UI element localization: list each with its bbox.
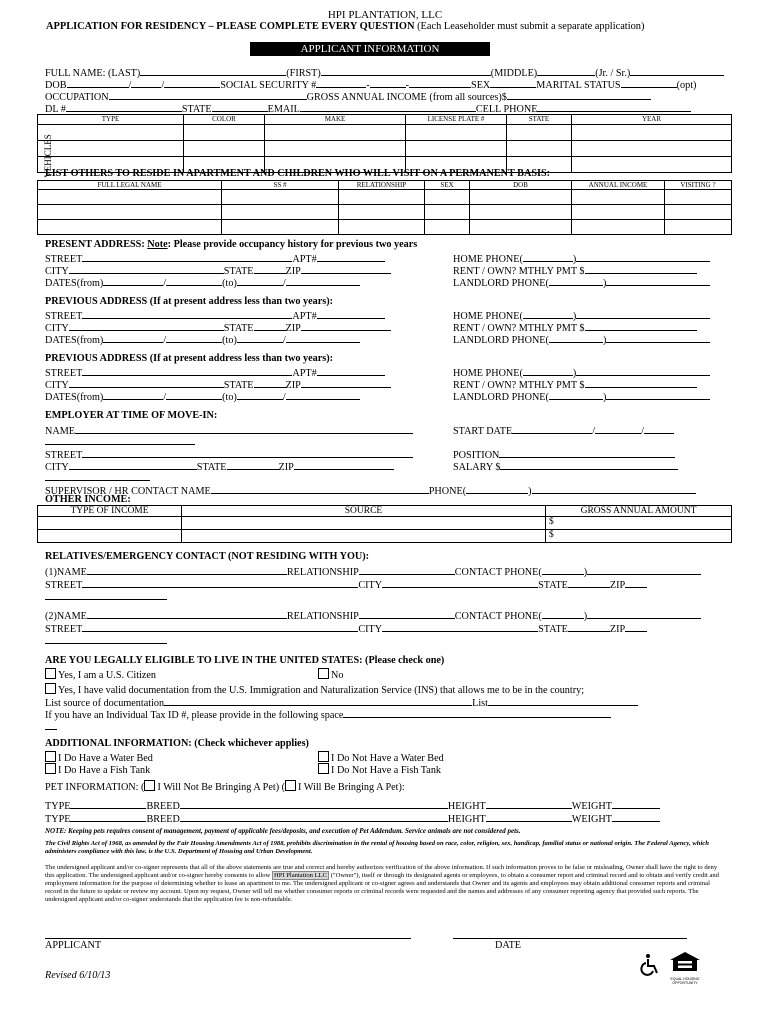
dob-row: DOB / / SOCIAL SECURITY # - - SEX MARITAL STATUS (opt) bbox=[45, 77, 696, 92]
relative1-name-field[interactable] bbox=[87, 564, 287, 575]
prev2-state-field[interactable] bbox=[254, 377, 286, 388]
prev1-rent-row: RENT / OWN? MTHLY PMT $ bbox=[453, 320, 697, 335]
prev2-home-phone-field[interactable] bbox=[576, 365, 710, 376]
relative2-extra-line[interactable] bbox=[45, 633, 167, 644]
dob-month-field[interactable] bbox=[67, 77, 129, 88]
relative1-name-row: (1)NAME RELATIONSHIP CONTACT PHONE( ) bbox=[45, 564, 701, 579]
pet1-row: TYPE BREED HEIGHT WEIGHT bbox=[45, 798, 660, 813]
relative1-state-field[interactable] bbox=[568, 577, 610, 588]
present-home-phone-field[interactable] bbox=[576, 251, 710, 262]
vehicles-table bbox=[37, 114, 732, 173]
present-landlord-field[interactable] bbox=[606, 275, 710, 286]
prev2-from-field[interactable] bbox=[103, 389, 163, 400]
fish-tank-option[interactable]: I Do Have a Fish Tank bbox=[45, 763, 150, 777]
prev1-home-phone-field[interactable] bbox=[576, 308, 710, 319]
income-header-amount: GROSS ANNUAL AMOUNT bbox=[546, 506, 732, 517]
pet-checkbox[interactable] bbox=[285, 780, 296, 791]
relative2-state-field[interactable] bbox=[568, 621, 610, 632]
prev1-from-field[interactable] bbox=[103, 332, 163, 343]
other-income-title: OTHER INCOME: bbox=[45, 494, 131, 505]
consent-text: The undersigned applicant and/or co-signer represents that all of the above statements are true and correct and hereby authorizes verification of the above information. If such information proves to be false or misleading, Owner shall have the right to deny this application. The undersigned applicant and/or co-signer hereby consents to allow HPI Plantation LLC ("Owner"), itself or through its designated agents or employees, to obtain a consumer report and criminal record and to obtain and verify credit and employment information for the purpose of determining whether to lease an apartment to me. The undersigned applicant or co-signer agrees and understands that Owner and its agents and employees may obtain additional consumer reports and criminal record in the future to update or review my account. Upon my request, Owner will tell me whether consumer reports or criminal records were requested and the names and addresses of any consumer reporting agency that provided such reports. The undersigned applicant and/or co-signer understands that the application fee is non-refundable. bbox=[45, 864, 719, 903]
supervisor-area-code[interactable] bbox=[466, 483, 528, 494]
pet-note: NOTE: Keeping pets requires consent of management, payment of applicable fees/deposits, and execution of Pet Addendum. Service animals are not considered pets. bbox=[45, 827, 521, 835]
position-row: POSITION bbox=[453, 447, 675, 462]
prev2-city-field[interactable] bbox=[69, 377, 224, 388]
prev2-area-code[interactable] bbox=[523, 365, 573, 376]
occupant-header-dob: DOB bbox=[470, 181, 572, 190]
employer-name-field[interactable] bbox=[75, 423, 413, 434]
dl-state-field[interactable] bbox=[212, 101, 268, 112]
position-field[interactable] bbox=[499, 447, 675, 458]
present-address-title: PRESENT ADDRESS: Note: Please provide occupancy history for previous two years bbox=[45, 239, 418, 250]
last-name-field[interactable] bbox=[140, 65, 286, 76]
occupant-header-sex: SEX bbox=[425, 181, 470, 190]
marital-field[interactable] bbox=[621, 77, 677, 88]
vehicle-header-type: TYPE bbox=[38, 115, 184, 125]
no-water-bed-option[interactable]: I Do Not Have a Water Bed bbox=[318, 751, 444, 765]
prev2-zip-field[interactable] bbox=[301, 377, 391, 388]
relative2-relationship-field[interactable] bbox=[359, 608, 455, 619]
citizen-checkbox[interactable] bbox=[45, 668, 56, 679]
relative1-zip-field[interactable] bbox=[625, 577, 647, 588]
present-landlord-area[interactable] bbox=[549, 275, 603, 286]
no-fish-tank-checkbox[interactable] bbox=[318, 763, 329, 774]
pet-info-row: PET INFORMATION: ( I Will Not Be Bringing A Pet) ( I Will Be Bringing A Pet): bbox=[45, 782, 405, 793]
doc-list-field[interactable] bbox=[488, 695, 638, 706]
start-month-field[interactable] bbox=[512, 423, 592, 434]
occupant-row[interactable] bbox=[38, 220, 732, 235]
prev1-city-field[interactable] bbox=[69, 320, 224, 331]
suffix-field[interactable] bbox=[630, 65, 724, 76]
occupant-header-name: FULL LEGAL NAME bbox=[38, 181, 222, 190]
pet1-weight-field[interactable] bbox=[612, 798, 660, 809]
present-state-field[interactable] bbox=[254, 263, 286, 274]
vehicle-header-color: COLOR bbox=[184, 115, 265, 125]
employer-extra-line[interactable] bbox=[45, 470, 150, 481]
tax-id-field[interactable] bbox=[343, 707, 611, 718]
water-bed-checkbox[interactable] bbox=[45, 751, 56, 762]
prev1-dates-row: DATES(from) / (to) / bbox=[45, 332, 360, 347]
pet1-breed-field[interactable] bbox=[180, 798, 448, 809]
vehicle-header-year: YEAR bbox=[572, 115, 732, 125]
date-label: DATE bbox=[495, 940, 522, 951]
date-signature-line[interactable] bbox=[453, 938, 687, 939]
start-day-field[interactable] bbox=[595, 423, 641, 434]
no-option[interactable]: No bbox=[318, 668, 343, 682]
present-payment-field[interactable] bbox=[585, 263, 697, 274]
relative2-zip-field[interactable] bbox=[625, 621, 647, 632]
prev1-area-code[interactable] bbox=[523, 308, 573, 319]
present-city-row: CITY STATE ZIP bbox=[45, 263, 391, 278]
start-date-row: START DATE / / bbox=[453, 423, 674, 438]
sex-field[interactable] bbox=[490, 77, 536, 88]
occupation-field[interactable] bbox=[109, 89, 307, 100]
vehicle-row[interactable] bbox=[38, 125, 732, 141]
previous-address-2-title: PREVIOUS ADDRESS (If at present address less than two years): bbox=[45, 353, 333, 364]
pet2-breed-field[interactable] bbox=[180, 811, 448, 822]
gross-income-field[interactable] bbox=[507, 89, 651, 100]
applicant-signature-line[interactable] bbox=[45, 938, 411, 939]
prev1-zip-field[interactable] bbox=[301, 320, 391, 331]
civil-rights-text: The Civil Rights Act of 1968, as amended by the Fair Housing Amendments Act of 1988, prohibits discrimination in the rental of housing based on race, color, religion, sex, handicap, familial status or national origin. The Federal Agency, which administers compliance with this law, is the U.S. Department of Housing and Urban Development. bbox=[45, 840, 709, 855]
doc-source-field[interactable] bbox=[164, 695, 472, 706]
applicant-information-banner: APPLICANT INFORMATION bbox=[250, 42, 490, 56]
owner-name-highlight: HPI Plantation LLC bbox=[273, 872, 328, 879]
relative2-street-field[interactable] bbox=[82, 621, 358, 632]
occupant-header-ss: SS # bbox=[222, 181, 339, 190]
relative1-relationship-field[interactable] bbox=[359, 564, 455, 575]
prev2-home-phone-row: HOME PHONE( ) bbox=[453, 365, 710, 380]
relative2-area-code[interactable] bbox=[542, 608, 584, 619]
relative2-name-field[interactable] bbox=[87, 608, 287, 619]
no-checkbox[interactable] bbox=[318, 668, 329, 679]
present-apt-field[interactable] bbox=[317, 251, 385, 262]
wheelchair-icon bbox=[639, 953, 663, 977]
applicant-label: APPLICANT bbox=[45, 940, 102, 951]
present-landlord-row: LANDLORD PHONE( ) bbox=[453, 275, 710, 290]
present-from-field[interactable] bbox=[103, 275, 163, 286]
prev2-landlord-area[interactable] bbox=[549, 389, 603, 400]
relative1-extra-line[interactable] bbox=[45, 589, 167, 600]
eho-caption: EQUAL HOUSING OPPORTUNITY bbox=[670, 977, 700, 985]
other-income-table bbox=[37, 505, 732, 543]
present-zip-field[interactable] bbox=[301, 263, 391, 274]
vehicle-header-make: MAKE bbox=[265, 115, 406, 125]
relatives-title: RELATIVES/EMERGENCY CONTACT (NOT RESIDING WITH YOU): bbox=[45, 551, 370, 562]
relative2-street-row: STREET CITY STATE ZIP bbox=[45, 621, 647, 636]
pet2-type-field[interactable] bbox=[70, 811, 146, 822]
relative1-city-field[interactable] bbox=[382, 577, 538, 588]
present-dates-row: DATES(from) / (to) / bbox=[45, 275, 360, 290]
revised-date: Revised 6/10/13 bbox=[45, 970, 111, 981]
occupants-table bbox=[37, 180, 732, 235]
supervisor-row: SUPERVISOR / HR CONTACT NAME PHONE( ) bbox=[45, 483, 696, 498]
relative1-phone-field[interactable] bbox=[587, 564, 701, 575]
prev1-landlord-area[interactable] bbox=[549, 332, 603, 343]
ssn-field-3[interactable] bbox=[409, 77, 471, 88]
prev1-landlord-field[interactable] bbox=[606, 332, 710, 343]
no-pet-checkbox[interactable] bbox=[144, 780, 155, 791]
present-city-field[interactable] bbox=[69, 263, 224, 274]
middle-name-field[interactable] bbox=[537, 65, 595, 76]
prev2-to-field[interactable] bbox=[237, 389, 283, 400]
supervisor-phone-field[interactable] bbox=[532, 483, 696, 494]
docs-option[interactable]: Yes, I have valid documentation from the U.S. Immigration and Naturalization Service (INS) that allows me to be in the country; bbox=[45, 683, 584, 697]
relative1-area-code[interactable] bbox=[542, 564, 584, 575]
prev2-rent-row: RENT / OWN? MTHLY PMT $ bbox=[453, 377, 697, 392]
pet2-row: TYPE BREED HEIGHT WEIGHT bbox=[45, 811, 660, 826]
employer-street-row: STREET bbox=[45, 447, 413, 462]
prev1-street-field[interactable] bbox=[82, 308, 292, 319]
water-bed-option[interactable]: I Do Have a Water Bed bbox=[45, 751, 153, 765]
fish-tank-checkbox[interactable] bbox=[45, 763, 56, 774]
prev2-street-field[interactable] bbox=[82, 365, 292, 376]
occupant-header-income: ANNUAL INCOME bbox=[572, 181, 665, 190]
no-fish-tank-option[interactable]: I Do Not Have a Fish Tank bbox=[318, 763, 441, 777]
prev2-landlord-row: LANDLORD PHONE( ) bbox=[453, 389, 710, 404]
dob-day-field[interactable] bbox=[131, 77, 161, 88]
salary-row: SALARY $ bbox=[453, 459, 678, 474]
pet2-height-field[interactable] bbox=[486, 811, 572, 822]
vehicles-label: VEHICLES bbox=[43, 134, 53, 178]
present-to-field[interactable] bbox=[237, 275, 283, 286]
citizen-option[interactable]: Yes, I am a U.S. Citizen bbox=[45, 668, 156, 682]
present-street-field[interactable] bbox=[82, 251, 292, 262]
supervisor-field[interactable] bbox=[211, 483, 429, 494]
cell-phone-field[interactable] bbox=[537, 101, 691, 112]
vehicle-header-state: STATE bbox=[507, 115, 572, 125]
income-row[interactable]: $ bbox=[38, 530, 732, 543]
others-title: LIST OTHERS TO RESIDE IN APARTMENT AND CHILDREN WHO WILL VISIT ON A PERMANENT BASIS: bbox=[45, 168, 551, 179]
prev1-state-field[interactable] bbox=[254, 320, 286, 331]
prev2-street-row: STREET APT# bbox=[45, 365, 385, 380]
company-name: HPI PLANTATION, LLC bbox=[327, 9, 443, 21]
occupant-row[interactable] bbox=[38, 205, 732, 220]
prev2-dates-row: DATES(from) / (to) / bbox=[45, 389, 360, 404]
occupant-row[interactable] bbox=[38, 190, 732, 205]
no-water-bed-checkbox[interactable] bbox=[318, 751, 329, 762]
doc-source-row: List source of documentation List bbox=[45, 695, 638, 710]
application-title: APPLICATION FOR RESIDENCY – PLEASE COMPLETE EVERY QUESTION (Each Leaseholder must submit a separate application) bbox=[46, 21, 645, 32]
dob-year-field[interactable] bbox=[164, 77, 220, 88]
present-street-row: STREET APT# bbox=[45, 251, 385, 266]
employer-city-row: CITY STATE ZIP bbox=[45, 459, 394, 474]
pet1-height-field[interactable] bbox=[486, 798, 572, 809]
occupant-header-visiting: VISITING ? bbox=[665, 181, 732, 190]
equal-housing-icon bbox=[668, 950, 702, 985]
ssn-field-2[interactable] bbox=[370, 77, 406, 88]
dl-row: DL # STATE EMAIL CELL PHONE bbox=[45, 101, 691, 116]
relative1-street-field[interactable] bbox=[82, 577, 358, 588]
income-row[interactable]: $ bbox=[38, 517, 732, 530]
previous-address-1-title: PREVIOUS ADDRESS (If at present address less than two years): bbox=[45, 296, 333, 307]
docs-checkbox[interactable] bbox=[45, 683, 56, 694]
employer-name-row: NAME bbox=[45, 423, 413, 438]
first-name-field[interactable] bbox=[321, 65, 491, 76]
tax-id-row: If you have an Individual Tax ID #, please provide in the following space bbox=[45, 707, 611, 722]
prev2-city-row: CITY STATE ZIP bbox=[45, 377, 391, 392]
vehicle-header-plate: LICENSE PLATE # bbox=[406, 115, 507, 125]
prev2-landlord-field[interactable] bbox=[606, 389, 710, 400]
employer-street-field[interactable] bbox=[82, 447, 413, 458]
income-header-source: SOURCE bbox=[182, 506, 546, 517]
present-home-phone-row: HOME PHONE( ) bbox=[453, 251, 710, 266]
pet1-type-field[interactable] bbox=[70, 798, 146, 809]
eligibility-title: ARE YOU LEGALLY ELIGIBLE TO LIVE IN THE UNITED STATES: (Please check one) bbox=[45, 655, 445, 666]
start-year-field[interactable] bbox=[644, 423, 674, 434]
prev1-street-row: STREET APT# bbox=[45, 308, 385, 323]
present-rent-row: RENT / OWN? MTHLY PMT $ bbox=[453, 263, 697, 278]
prev2-payment-field[interactable] bbox=[585, 377, 697, 388]
salary-field[interactable] bbox=[500, 459, 678, 470]
employer-zip-field[interactable] bbox=[294, 459, 394, 470]
prev1-payment-field[interactable] bbox=[585, 320, 697, 331]
prev1-to-field[interactable] bbox=[237, 332, 283, 343]
full-name-row: FULL NAME: (LAST) (FIRST) (MIDDLE) (Jr. / Sr.) bbox=[45, 65, 724, 80]
ssn-field-1[interactable] bbox=[316, 77, 366, 88]
tax-id-extra-line[interactable] bbox=[45, 719, 57, 730]
employer-state-field[interactable] bbox=[227, 459, 279, 470]
relative2-city-field[interactable] bbox=[382, 621, 538, 632]
occupant-header-relationship: RELATIONSHIP bbox=[339, 181, 425, 190]
prev1-landlord-row: LANDLORD PHONE( ) bbox=[453, 332, 710, 347]
prev1-home-phone-row: HOME PHONE( ) bbox=[453, 308, 710, 323]
relative2-phone-field[interactable] bbox=[587, 608, 701, 619]
relative1-street-row: STREET CITY STATE ZIP bbox=[45, 577, 647, 592]
additional-title: ADDITIONAL INFORMATION: (Check whichever applies) bbox=[45, 738, 309, 749]
prev2-apt-field[interactable] bbox=[317, 365, 385, 376]
income-header-type: TYPE OF INCOME bbox=[38, 506, 182, 517]
email-field[interactable] bbox=[300, 101, 476, 112]
employer-title: EMPLOYER AT TIME OF MOVE-IN: bbox=[45, 410, 218, 421]
relative2-name-row: (2)NAME RELATIONSHIP CONTACT PHONE( ) bbox=[45, 608, 701, 623]
pet2-weight-field[interactable] bbox=[612, 811, 660, 822]
prev1-apt-field[interactable] bbox=[317, 308, 385, 319]
prev1-city-row: CITY STATE ZIP bbox=[45, 320, 391, 335]
present-area-code[interactable] bbox=[523, 251, 573, 262]
vehicle-row[interactable] bbox=[38, 141, 732, 157]
employer-name-line-2[interactable] bbox=[45, 434, 195, 445]
dl-field[interactable] bbox=[66, 101, 182, 112]
employer-city-field[interactable] bbox=[69, 459, 197, 470]
occupation-row: OCCUPATION GROSS ANNUAL INCOME (from all sources)$ bbox=[45, 89, 651, 104]
